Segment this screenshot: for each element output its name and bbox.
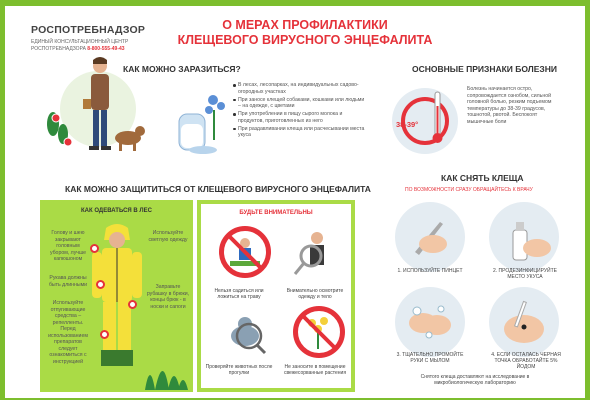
step3-image (395, 287, 465, 357)
protect-heading: КАК МОЖНО ЗАЩИТИТЬСЯ ОТ КЛЕЩЕВОГО ВИРУСНОГО ЭНЦЕФАЛИТА (65, 184, 371, 194)
hotline-line2: РОСПОТРЕБНАДЗОРА (31, 45, 86, 52)
tweezers-icon (395, 202, 465, 272)
marker-dot (90, 244, 99, 253)
hotline-line2-wrap (31, 46, 151, 53)
step1-caption: 1. ИСПОЛЬЗУЙТЕ ПИНЦЕТ (397, 268, 463, 274)
org-name: РОСПОТРЕБНАДЗОР (31, 24, 146, 36)
step4-caption: 4. ЕСЛИ ОСТАЛАСЬ ЧЕРНАЯ ТОЧКА ОБРАБОТАЙТЕ 5% ЙОДОМ (491, 352, 561, 370)
no-sitting-icon (219, 226, 271, 278)
dress-note: Используйте светлую одежду (148, 230, 188, 243)
marker-dot (128, 300, 137, 309)
attention-caption: Проверяйте животных после прогулки (205, 364, 273, 376)
spray-bottle-icon (489, 202, 559, 272)
iodine-swab-icon (489, 287, 559, 357)
step1-image (395, 202, 465, 272)
remove-footer: Снятого клеща доставляют на исследование в микробиологическую лабораторию (420, 374, 530, 386)
grass-illustration (140, 350, 190, 390)
infection-heading: КАК МОЖНО ЗАРАЗИТЬСЯ? (123, 64, 241, 74)
step3-caption: 3. ТЩАТЕЛЬНО ПРОМОЙТЕ РУКИ С МЫЛОМ (396, 352, 464, 364)
attention-title: БУДЬТЕ ВНИМАТЕЛЬНЫ (239, 210, 313, 216)
infection-item: При употреблении в пищу сырого молока и продуктов, приготовленных из него (233, 111, 368, 124)
temperature-value: 38-39° (396, 120, 419, 129)
remove-heading: КАК СНЯТЬ КЛЕЩА (441, 173, 524, 183)
marker-dot (100, 330, 109, 339)
step2-image (489, 202, 559, 272)
no-flowers-icon (293, 306, 345, 358)
title-line2: КЛЕЩЕВОГО ВИРУСНОГО ЭНЦЕФАЛИТА (177, 33, 433, 47)
dress-note: Заправьте рубашку в брюки, концы брюк - в носки и сапоги (146, 284, 190, 310)
dress-panel (40, 200, 193, 392)
title-line1: О МЕРАХ ПРОФИЛАКТИКИ (222, 18, 388, 32)
hotline-phone: 8-800-555-49-43 (87, 45, 125, 52)
hand-wash-icon (395, 287, 465, 357)
marker-dot (96, 280, 105, 289)
step2-caption: 2. ПРОДЕЗИНФИЦИРУЙТЕ МЕСТО УКУСА (492, 268, 558, 280)
pet-check-icon (219, 306, 271, 356)
attention-panel (197, 200, 355, 392)
remove-subheading: ПО ВОЗМОЖНОСТИ СРАЗУ ОБРАЩАЙТЕСЬ К ВРАЧУ (405, 187, 533, 193)
attention-caption: Внимательно осмотрите одежду и тело (286, 288, 344, 300)
infection-item: При заносе клещей собаками, кошками или людьми – на одежде, с цветами (233, 97, 368, 110)
infection-item: В лесах, лесопарках, на индивидуальных садово-огородных участках (233, 82, 368, 95)
page-title (175, 18, 435, 48)
dress-note: Рукава должны быть длинными (48, 275, 88, 288)
dress-note: Голову и шею закрывают головным убором, лучше капюшоном (49, 230, 87, 262)
poster (5, 6, 585, 398)
attention-caption: Не заносите в помещение свежесорванные растения (283, 364, 347, 376)
symptoms-heading: ОСНОВНЫЕ ПРИЗНАКИ БОЛЕЗНИ (412, 64, 557, 74)
dress-title: КАК ОДЕВАТЬСЯ В ЛЕС (81, 208, 152, 214)
symptoms-text: Болезнь начинается остро, сопровождается ознобом, сильной головной болью, резким подъемом температуры до 38-39 градусов, тошнотой, рвотой. Беспокоят мышечные боли (467, 86, 552, 125)
hotline-line1: ЕДИНЫЙ КОНСУЛЬТАЦИОННЫЙ ЦЕНТР (31, 39, 129, 45)
infection-list (233, 82, 368, 140)
sitting-person-icon (224, 231, 266, 273)
hotline-info (31, 39, 151, 52)
dress-note: Используйте отпугивающие средства – репелленты. Перед использованием препаратов следует ознакомиться с инструкцией (48, 300, 88, 365)
flowers-icon (298, 311, 340, 353)
step4-image (489, 287, 559, 357)
infection-item: При раздавливании клеща или расчесывании места укуса (233, 126, 368, 139)
attention-caption: Нельзя садиться или ложиться на траву (214, 288, 264, 300)
inspect-icon (291, 226, 343, 282)
